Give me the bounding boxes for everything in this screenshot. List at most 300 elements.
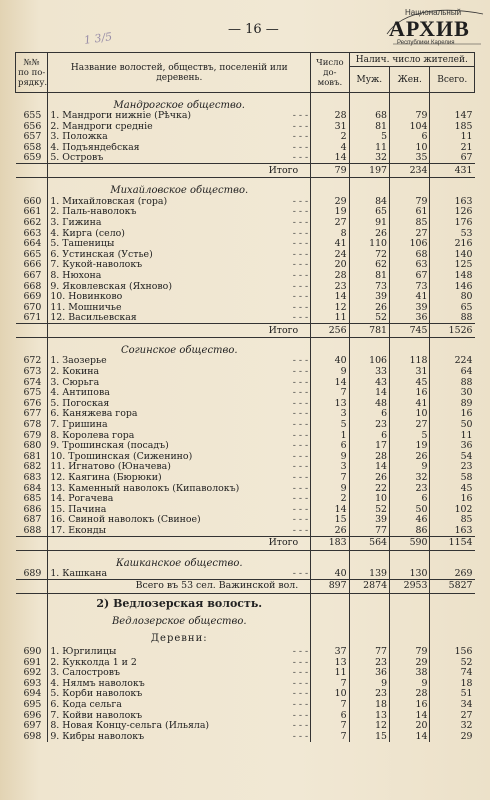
leader-dashes: - - - <box>292 291 309 303</box>
total-all: 1154 <box>430 536 475 550</box>
empty-value <box>430 550 475 569</box>
volost-title: 2) Ведлозерская волость. <box>96 596 263 610</box>
row-number: 675 <box>16 388 48 399</box>
male-value: 18 <box>349 700 389 711</box>
empty-value <box>390 550 430 569</box>
society-title-row <box>16 178 475 197</box>
table-row <box>16 430 475 441</box>
female-value: 19 <box>390 441 430 452</box>
settlement-name <box>48 260 311 271</box>
houses-value: 9 <box>311 483 349 494</box>
row-number: 673 <box>16 367 48 378</box>
villages-subtitle-row <box>16 631 475 647</box>
table-row <box>16 260 475 271</box>
male-value: 22 <box>349 483 389 494</box>
stamp-top-text: Национальный <box>405 8 462 17</box>
male-value: 68 <box>349 111 389 122</box>
leader-dashes: - - - <box>292 430 309 441</box>
settlement-name-text: 1. Юргилицы <box>50 646 117 658</box>
leader-dashes: - - - <box>292 568 309 579</box>
male-value: 33 <box>349 367 389 378</box>
leader-dashes: - - - <box>292 377 309 388</box>
row-number: 692 <box>16 668 48 679</box>
leader-dashes: - - - <box>292 710 309 721</box>
total-value: 74 <box>430 668 475 679</box>
houses-value: 4 <box>311 143 349 154</box>
row-number-empty <box>16 579 48 593</box>
settlement-name-text: 5. Островъ <box>50 153 104 164</box>
table-row <box>16 569 475 580</box>
settlement-name <box>48 441 311 452</box>
empty-value <box>430 178 475 197</box>
male-value: 36 <box>349 668 389 679</box>
leader-dashes: - - - <box>292 260 309 271</box>
houses-value: 29 <box>311 196 349 207</box>
table-row <box>16 196 475 207</box>
row-number-empty <box>16 178 48 197</box>
total-value: 67 <box>430 153 475 164</box>
settlement-name <box>48 218 311 229</box>
table-row <box>16 111 475 122</box>
row-number: 683 <box>16 473 48 484</box>
settlement-name-text: 12. Каягина (Бюрюки) <box>50 472 162 483</box>
male-value: 81 <box>349 122 389 133</box>
stamp-bottom-text: Республики Карелия <box>397 40 455 46</box>
houses-value: 28 <box>311 111 349 122</box>
female-value: 50 <box>390 504 430 515</box>
table-row <box>16 409 475 420</box>
villages-subtitle: Деревни: <box>150 632 208 644</box>
header-total: Всего. <box>430 67 475 93</box>
table-row <box>16 679 475 690</box>
houses-value: 2 <box>311 494 349 505</box>
settlement-name <box>48 143 311 154</box>
female-value: 27 <box>390 228 430 239</box>
row-number: 693 <box>16 679 48 690</box>
row-number-empty <box>16 536 48 550</box>
male-value: 23 <box>349 657 389 668</box>
houses-value: 7 <box>311 732 349 743</box>
settlement-name-text: 1. Мандроги нижніе (Рѣчка) <box>50 111 192 122</box>
male-value: 139 <box>349 569 389 580</box>
total-male: 781 <box>349 324 389 338</box>
row-number: 667 <box>16 271 48 282</box>
row-number: 687 <box>16 515 48 526</box>
female-value: 6 <box>390 132 430 143</box>
female-value: 20 <box>390 721 430 732</box>
empty-value <box>390 614 430 631</box>
row-number: 668 <box>16 281 48 292</box>
houses-value: 13 <box>311 657 349 668</box>
leader-dashes: - - - <box>292 678 309 689</box>
table-row <box>16 732 475 743</box>
leader-dashes: - - - <box>292 121 309 132</box>
table-row <box>16 721 475 732</box>
male-value: 9 <box>349 679 389 690</box>
leader-dashes: - - - <box>292 419 309 430</box>
row-number: 656 <box>16 122 48 133</box>
row-number: 671 <box>16 313 48 324</box>
settlement-name-text: 2. Кокина <box>50 366 100 377</box>
empty-value <box>390 631 430 647</box>
row-number: 672 <box>16 356 48 367</box>
grand-total-row <box>16 579 475 593</box>
row-number: 695 <box>16 700 48 711</box>
settlement-name-text: 15. Пачина <box>50 504 107 515</box>
settlement-name <box>48 377 311 388</box>
settlement-name-text: 2. Кукколда 1 и 2 <box>50 657 137 668</box>
row-number: 655 <box>16 111 48 122</box>
settlement-name <box>48 700 311 711</box>
settlement-name-text: 7. Гришина <box>50 419 108 430</box>
settlement-name <box>48 228 311 239</box>
female-value: 41 <box>390 292 430 303</box>
page-number: — 16 — <box>228 22 279 37</box>
row-number: 678 <box>16 420 48 431</box>
table-row <box>16 313 475 324</box>
row-number: 662 <box>16 218 48 229</box>
female-value: 45 <box>390 377 430 388</box>
male-value: 72 <box>349 249 389 260</box>
male-value: 23 <box>349 420 389 431</box>
row-number: 677 <box>16 409 48 420</box>
total-houses: 79 <box>311 164 349 178</box>
society-title: Ведлозерское общество. <box>111 616 247 628</box>
header-female: Жен. <box>390 67 430 93</box>
row-number: 697 <box>16 721 48 732</box>
leader-dashes: - - - <box>292 249 309 260</box>
total-value: 50 <box>430 420 475 431</box>
table-row <box>16 218 475 229</box>
total-label: Итого <box>48 164 311 178</box>
row-number-empty <box>16 338 48 357</box>
female-value: 23 <box>390 483 430 494</box>
total-value: 36 <box>430 441 475 452</box>
female-value: 16 <box>390 700 430 711</box>
female-value: 32 <box>390 473 430 484</box>
total-male: 2874 <box>349 579 389 593</box>
total-value: 185 <box>430 122 475 133</box>
total-row <box>16 324 475 338</box>
leader-dashes: - - - <box>292 493 309 505</box>
table-row <box>16 526 475 537</box>
female-value: 104 <box>390 122 430 133</box>
female-value: 14 <box>390 710 430 721</box>
houses-value: 1 <box>311 430 349 441</box>
table-row <box>16 647 475 658</box>
row-number: 658 <box>16 143 48 154</box>
leader-dashes: - - - <box>292 504 309 515</box>
male-value: 13 <box>349 710 389 721</box>
settlement-name <box>48 313 311 324</box>
table-header <box>16 53 475 93</box>
houses-value: 3 <box>311 462 349 473</box>
female-value: 35 <box>390 153 430 164</box>
empty-value <box>430 338 475 357</box>
settlement-name-text: 2. Паль-наволокъ <box>50 207 137 218</box>
houses-value: 7 <box>311 473 349 484</box>
male-value: 62 <box>349 260 389 271</box>
row-number: 682 <box>16 462 48 473</box>
header-male: Муж. <box>349 67 389 93</box>
female-value: 9 <box>390 679 430 690</box>
leader-dashes: - - - <box>292 207 309 218</box>
total-value: 88 <box>430 313 475 324</box>
settlement-name-text: 10. Трошинская (Сиженино) <box>50 451 193 462</box>
female-value: 36 <box>390 313 430 324</box>
houses-value: 19 <box>311 207 349 218</box>
female-value: 27 <box>390 420 430 431</box>
table-row <box>16 356 475 367</box>
total-value: 53 <box>430 228 475 239</box>
row-number: 698 <box>16 732 48 743</box>
total-value: 146 <box>430 281 475 292</box>
table-row <box>16 302 475 313</box>
settlement-name-text: 8. Нюхона <box>50 270 102 281</box>
houses-value: 10 <box>311 689 349 700</box>
leader-dashes: - - - <box>292 132 309 143</box>
table-row <box>16 473 475 484</box>
empty-value <box>390 93 430 112</box>
total-value: 11 <box>430 132 475 143</box>
settlement-name <box>48 569 311 580</box>
settlement-name <box>48 207 311 218</box>
leader-dashes: - - - <box>292 525 309 536</box>
total-label: Итого <box>48 324 311 338</box>
settlement-name-text: 13. Каменный наволокъ (Кипаволокъ) <box>50 483 240 494</box>
total-value: 65 <box>430 302 475 313</box>
houses-value: 7 <box>311 679 349 690</box>
leader-dashes: - - - <box>292 657 309 668</box>
row-number: 690 <box>16 647 48 658</box>
total-female: 234 <box>390 164 430 178</box>
houses-value: 6 <box>311 710 349 721</box>
table-row <box>16 367 475 378</box>
settlement-name-text: 17. Еконды <box>50 525 107 536</box>
settlement-name-text: 1. Михайловская (гора) <box>50 196 168 207</box>
male-value: 28 <box>349 451 389 462</box>
female-value: 79 <box>390 196 430 207</box>
settlement-name <box>48 292 311 303</box>
total-value: 269 <box>430 569 475 580</box>
settlement-name-text: 10. Новинково <box>50 291 123 303</box>
male-value: 39 <box>349 292 389 303</box>
row-number: 657 <box>16 132 48 143</box>
table-row <box>16 228 475 239</box>
total-value: 58 <box>430 473 475 484</box>
settlement-name <box>48 249 311 260</box>
settlement-name-text: 14. Рогачева <box>50 493 114 505</box>
settlement-name-text: 8. Новая Концу-сельга (Ильяла) <box>50 720 210 732</box>
male-value: 17 <box>349 441 389 452</box>
row-number: 688 <box>16 526 48 537</box>
settlement-name <box>48 732 311 743</box>
table-row <box>16 281 475 292</box>
houses-value: 9 <box>311 451 349 462</box>
empty-value <box>349 631 389 647</box>
houses-value: 14 <box>311 292 349 303</box>
empty-value <box>430 93 475 112</box>
population-table <box>15 52 475 742</box>
leader-dashes: - - - <box>292 387 309 399</box>
society-title-row <box>16 614 475 631</box>
table-row <box>16 494 475 505</box>
row-number: 666 <box>16 260 48 271</box>
row-number-empty <box>16 164 48 178</box>
total-male: 197 <box>349 164 389 178</box>
settlement-name <box>48 679 311 690</box>
archive-stamp <box>383 4 487 50</box>
empty-value <box>311 93 349 112</box>
row-number: 670 <box>16 302 48 313</box>
settlement-name <box>48 721 311 732</box>
total-value: 54 <box>430 451 475 462</box>
houses-value: 40 <box>311 356 349 367</box>
female-value: 41 <box>390 398 430 409</box>
settlement-name <box>48 271 311 282</box>
settlement-name-text: 1. Кашкана <box>50 568 108 579</box>
total-male: 564 <box>349 536 389 550</box>
male-value: 6 <box>349 409 389 420</box>
houses-value: 15 <box>311 515 349 526</box>
settlement-name <box>48 356 311 367</box>
total-value: 16 <box>430 494 475 505</box>
row-number: 669 <box>16 292 48 303</box>
houses-value: 14 <box>311 153 349 164</box>
table-row <box>16 122 475 133</box>
settlement-name-text: 4. Нялмъ наволокъ <box>50 678 145 689</box>
leader-dashes: - - - <box>292 270 309 281</box>
female-value: 106 <box>390 239 430 250</box>
leader-dashes: - - - <box>292 462 309 473</box>
male-value: 52 <box>349 313 389 324</box>
female-value: 5 <box>390 430 430 441</box>
total-value: 216 <box>430 239 475 250</box>
leader-dashes: - - - <box>292 731 309 742</box>
row-number: 660 <box>16 196 48 207</box>
total-female: 2953 <box>390 579 430 593</box>
male-value: 26 <box>349 302 389 313</box>
houses-value: 7 <box>311 388 349 399</box>
empty-value <box>390 338 430 357</box>
houses-value: 13 <box>311 398 349 409</box>
houses-value: 27 <box>311 218 349 229</box>
total-female: 590 <box>390 536 430 550</box>
empty-value <box>430 631 475 647</box>
society-title: Михайловское общество. <box>110 185 249 197</box>
header-num: №№ по по- рядку. <box>16 53 48 93</box>
settlement-name-text: 6. Устинская (Устье) <box>50 249 153 260</box>
table-row <box>16 700 475 711</box>
houses-value: 5 <box>311 420 349 431</box>
settlement-name <box>48 153 311 164</box>
settlement-name <box>48 409 311 420</box>
row-number: 664 <box>16 239 48 250</box>
header-houses: Число до- мовъ. <box>311 53 349 93</box>
empty-value <box>311 338 349 357</box>
leader-dashes: - - - <box>292 313 309 324</box>
row-number-empty <box>16 93 48 112</box>
leader-dashes: - - - <box>292 483 309 494</box>
leader-dashes: - - - <box>292 142 309 154</box>
leader-dashes: - - - <box>292 228 309 239</box>
total-value: 89 <box>430 398 475 409</box>
total-value: 148 <box>430 271 475 282</box>
female-value: 31 <box>390 367 430 378</box>
empty-value <box>349 178 389 197</box>
empty-value <box>390 178 430 197</box>
total-value: 80 <box>430 292 475 303</box>
table-row <box>16 398 475 409</box>
table-row <box>16 239 475 250</box>
female-value: 79 <box>390 111 430 122</box>
settlement-name-text: 4. Кирга (село) <box>50 228 125 239</box>
row-number: 694 <box>16 689 48 700</box>
total-female: 745 <box>390 324 430 338</box>
male-value: 32 <box>349 153 389 164</box>
houses-value: 6 <box>311 441 349 452</box>
houses-value: 37 <box>311 647 349 658</box>
table-row <box>16 483 475 494</box>
row-number: 685 <box>16 494 48 505</box>
settlement-name <box>48 239 311 250</box>
settlement-name-text: 3. Салостровъ <box>50 667 120 679</box>
empty-value <box>349 550 389 569</box>
empty-value <box>349 593 389 614</box>
settlement-name-text: 9. Трошинская (посадъ) <box>50 440 169 452</box>
settlement-name <box>48 668 311 679</box>
total-value: 163 <box>430 196 475 207</box>
settlement-name-text: 5. Погоская <box>50 398 110 409</box>
table-row <box>16 462 475 473</box>
female-value: 118 <box>390 356 430 367</box>
female-value: 14 <box>390 732 430 743</box>
total-label: Всего въ 53 сел. Важинской вол. <box>48 579 311 593</box>
society-title: Мандрогское общество. <box>113 100 245 111</box>
female-value: 85 <box>390 218 430 229</box>
table-row <box>16 377 475 388</box>
settlement-name-text: 3. Гижина <box>50 217 102 228</box>
society-title-row <box>16 338 475 357</box>
male-value: 6 <box>349 430 389 441</box>
settlement-name-text: 16. Свиной наволокъ (Свиное) <box>50 515 201 526</box>
houses-value: 7 <box>311 700 349 711</box>
leader-dashes: - - - <box>292 238 309 250</box>
female-value: 39 <box>390 302 430 313</box>
table-row <box>16 657 475 668</box>
row-number: 663 <box>16 228 48 239</box>
female-value: 29 <box>390 657 430 668</box>
total-value: 140 <box>430 249 475 260</box>
female-value: 46 <box>390 515 430 526</box>
male-value: 5 <box>349 132 389 143</box>
male-value: 23 <box>349 689 389 700</box>
total-value: 27 <box>430 710 475 721</box>
total-all: 1526 <box>430 324 475 338</box>
settlement-name-text: 11. Игнатово (Юначева) <box>50 462 171 473</box>
leader-dashes: - - - <box>292 366 309 377</box>
settlement-name-text: 7. Койви наволокъ <box>50 710 143 721</box>
leader-dashes: - - - <box>292 281 309 292</box>
settlement-name <box>48 515 311 526</box>
society-title: Кашканское общество. <box>115 557 243 569</box>
settlement-name <box>48 388 311 399</box>
male-value: 10 <box>349 494 389 505</box>
total-value: 85 <box>430 515 475 526</box>
total-value: 32 <box>430 721 475 732</box>
male-value: 73 <box>349 281 389 292</box>
houses-value: 14 <box>311 504 349 515</box>
